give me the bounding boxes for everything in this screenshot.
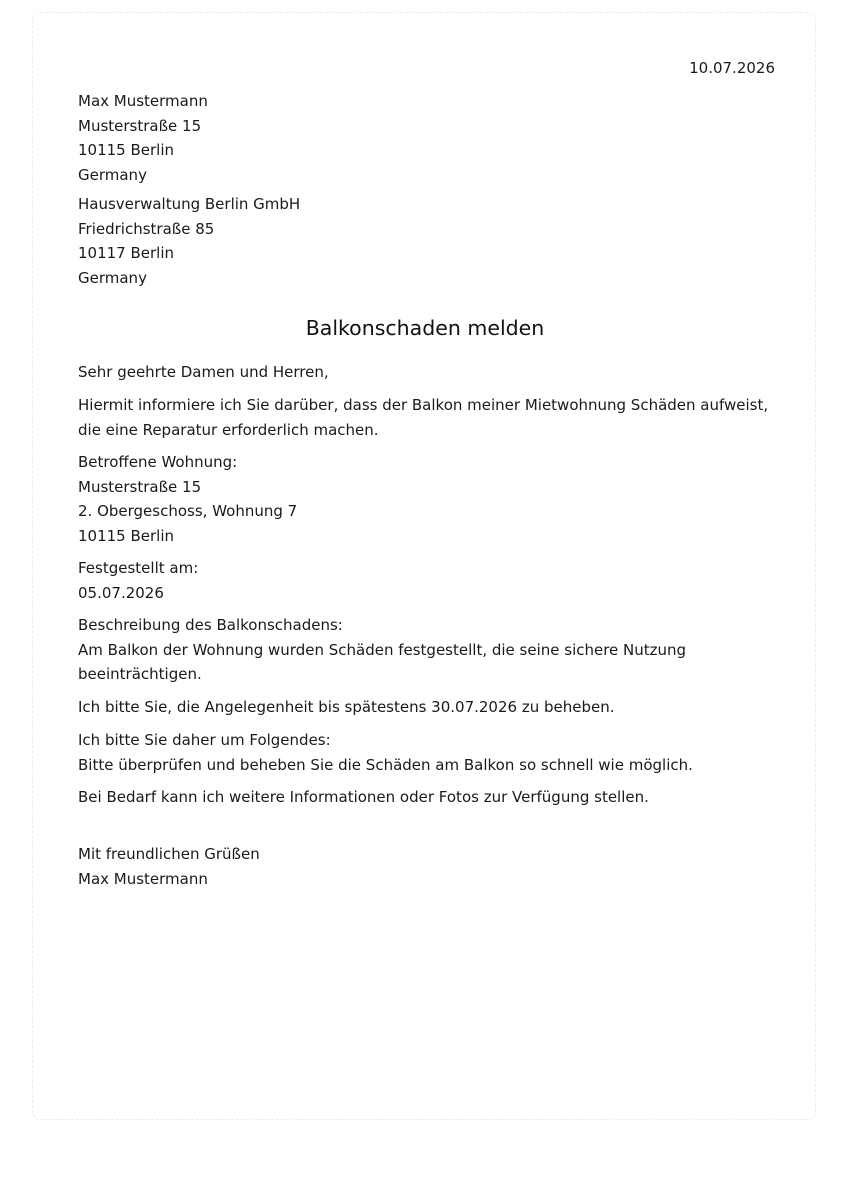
deadline-paragraph: [78, 695, 778, 720]
description-label: Beschreibung des Balkonschadens:: [78, 616, 343, 634]
request-text: Bitte überprüfen und beheben Sie die Schäden am Balkon so schnell wie möglich.: [78, 755, 693, 774]
offer-text: Bei Bedarf kann ich weitere Informationen oder Fotos zur Verfügung stellen.: [78, 788, 649, 806]
recipient-country: Germany: [78, 268, 147, 287]
sender-country: Germany: [78, 165, 147, 184]
apartment-street: Musterstraße 15: [78, 477, 202, 496]
signature-name: Max Mustermann: [78, 869, 208, 888]
letter-subject: Balkonschaden melden: [305, 316, 545, 340]
recipient-street: Friedrichstraße 85: [78, 219, 215, 238]
request-section: [78, 728, 778, 777]
intro-text: Hiermit informiere ich Sie darüber, dass der Balkon meiner Mietwohnung Schäden aufweist, die eine Reparatur erforderlich machen.: [78, 396, 769, 439]
detected-label: Festgestellt am:: [78, 559, 199, 577]
recipient-name: Hausverwaltung Berlin GmbH: [78, 195, 301, 213]
deadline-text: Ich bitte Sie, die Angelegenheit bis spätestens 30.07.2026 zu beheben.: [78, 698, 615, 716]
sender-city: 10115 Berlin: [78, 141, 175, 159]
letter-page: [32, 12, 816, 1120]
salutation: [78, 360, 778, 385]
apartment-label: Betroffene Wohnung:: [78, 453, 238, 471]
offer-paragraph: [78, 785, 778, 810]
request-label: Ich bitte Sie daher um Folgendes:: [78, 731, 331, 749]
apartment-unit: 2. Obergeschoss, Wohnung 7: [78, 502, 298, 520]
description-section: [78, 613, 778, 687]
apartment-section: [78, 450, 778, 548]
detected-section: [78, 556, 778, 605]
description-text: Am Balkon der Wohnung wurden Schäden festgestellt, die seine sichere Nutzung beeinträchtigen.: [78, 640, 687, 683]
sender-name: Max Mustermann: [78, 92, 208, 110]
sender-address: [78, 89, 778, 187]
closing-text: Mit freundlichen Grüßen: [78, 845, 260, 863]
recipient-city: 10117 Berlin: [78, 244, 175, 262]
closing-section: [78, 842, 778, 891]
salutation-text: Sehr geehrte Damen und Herren,: [78, 363, 329, 381]
recipient-address: [78, 192, 778, 290]
letter-date: 10.07.2026: [689, 59, 775, 77]
apartment-city: 10115 Berlin: [78, 526, 175, 545]
detected-date: 05.07.2026: [78, 583, 164, 602]
intro-paragraph: [78, 393, 778, 442]
sender-street: Musterstraße 15: [78, 116, 202, 135]
